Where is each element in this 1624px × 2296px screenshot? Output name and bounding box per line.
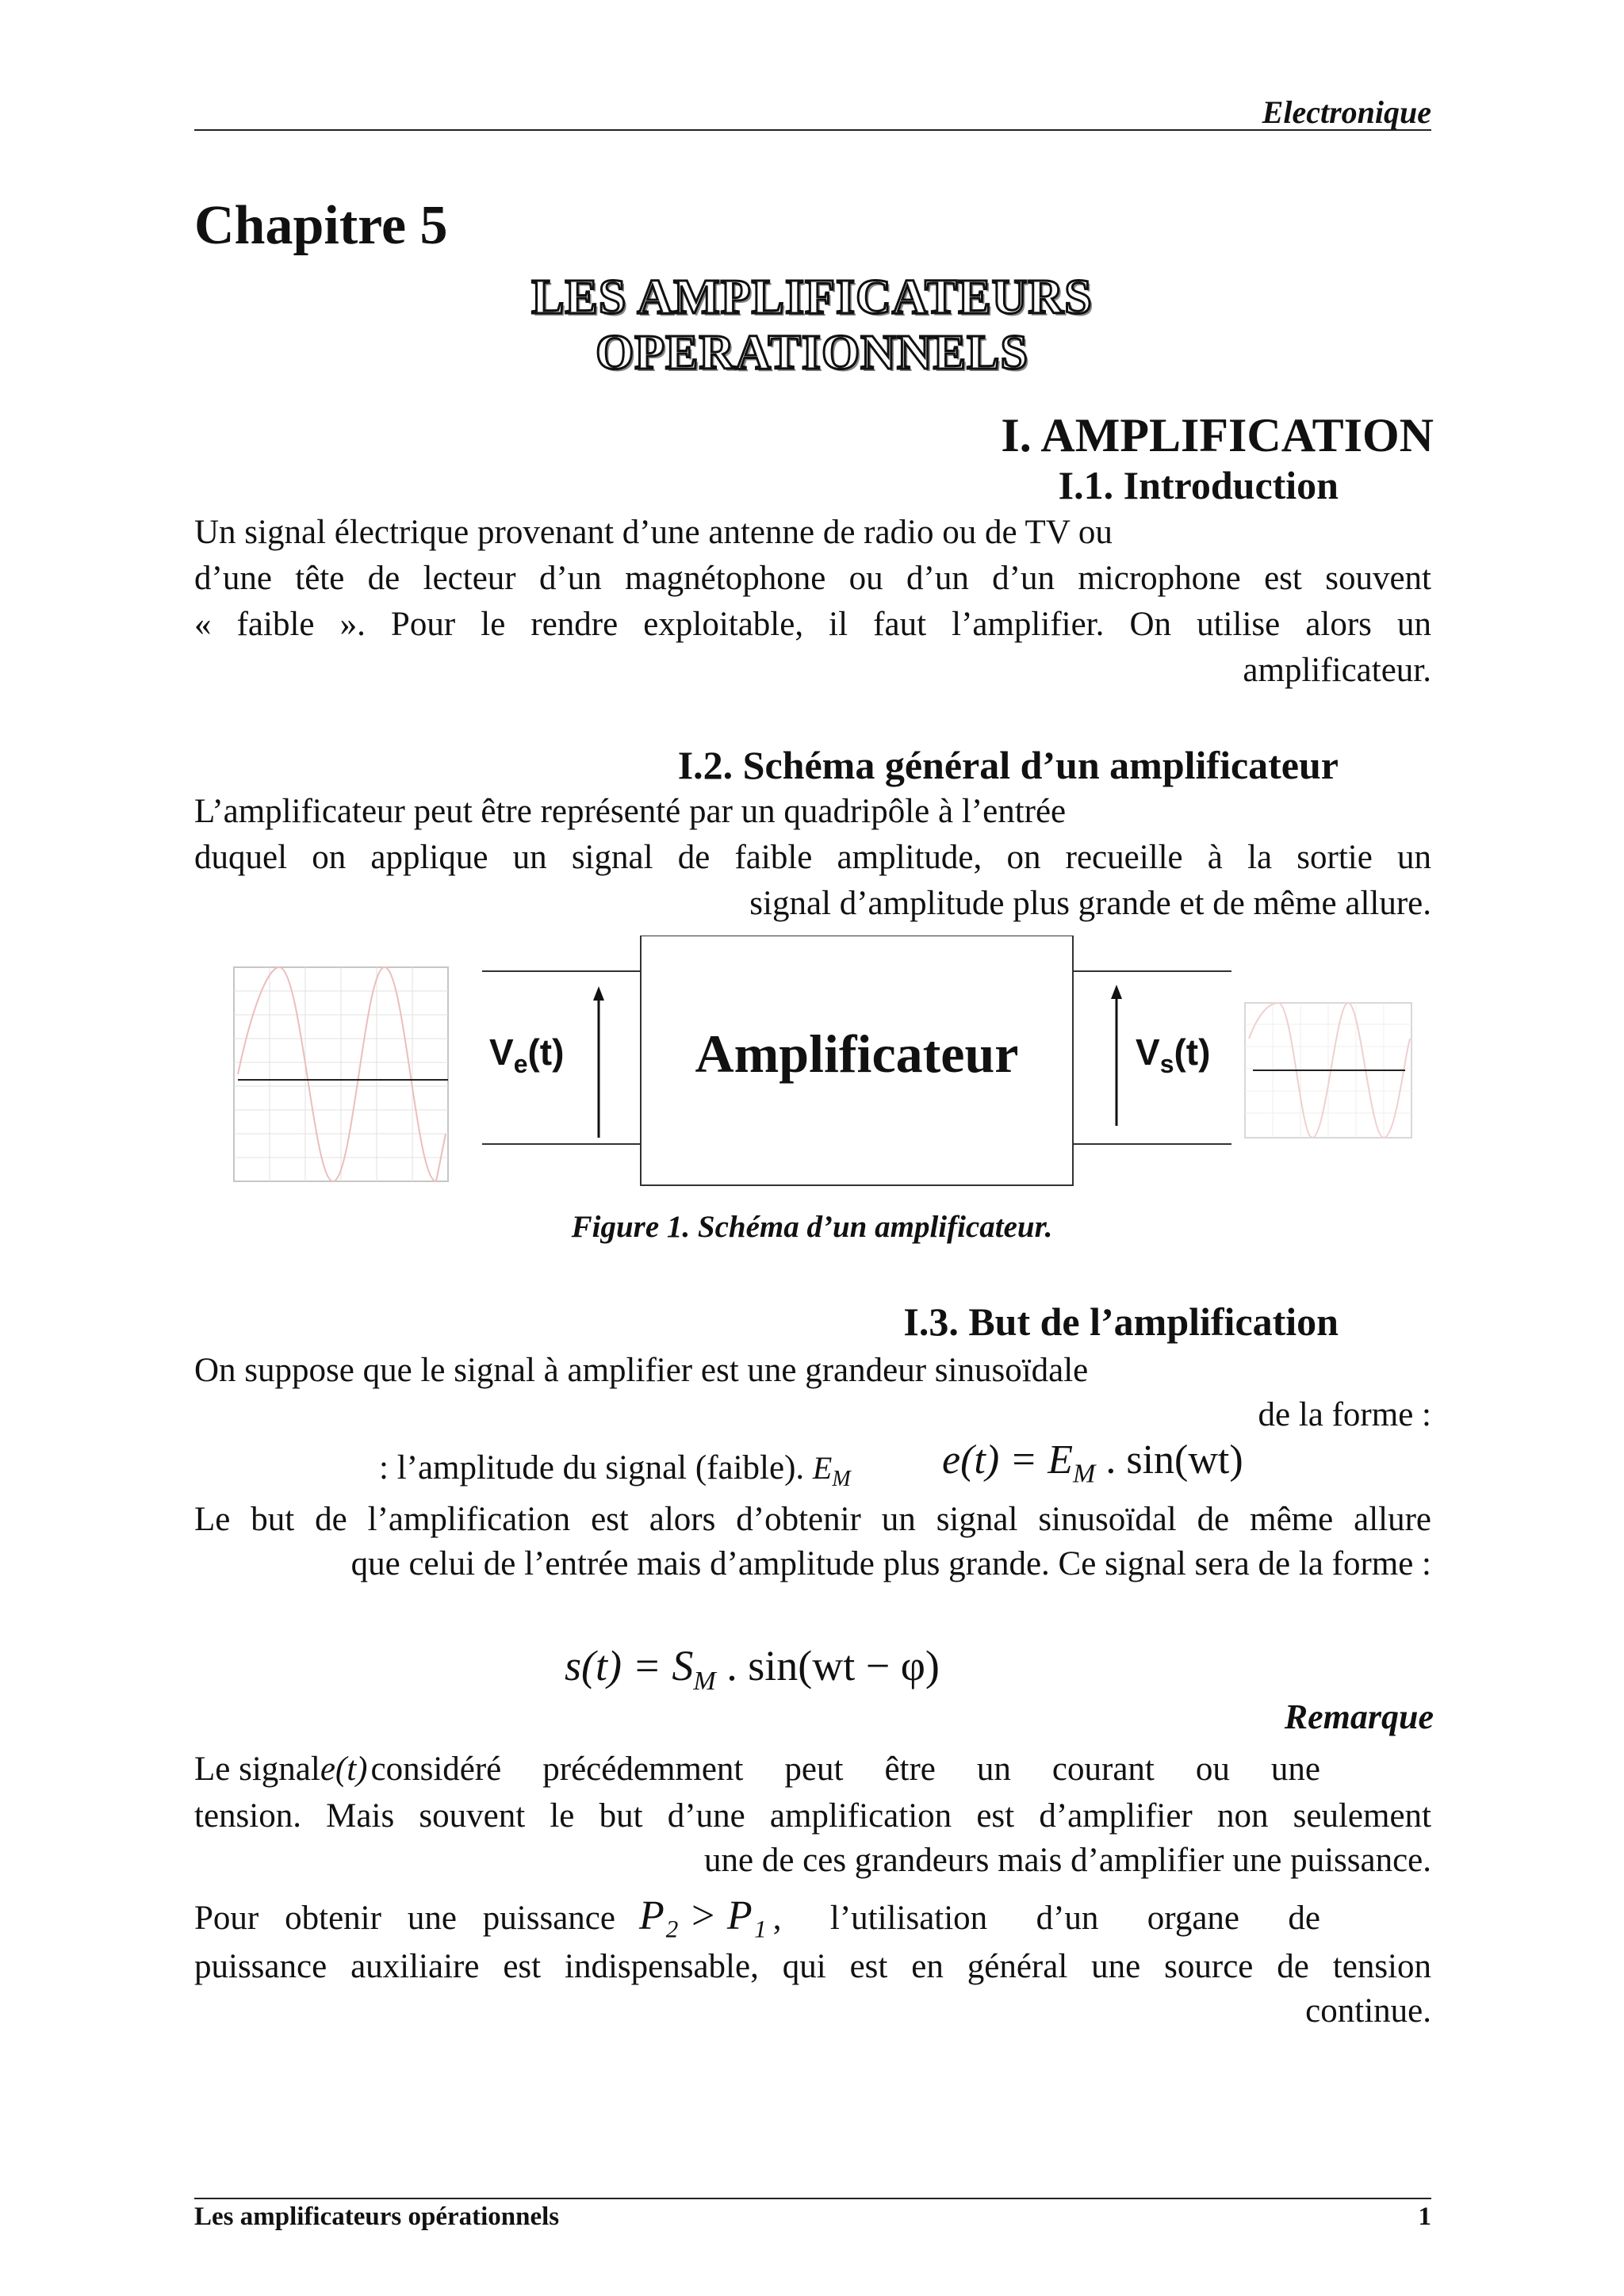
amplifier-label: Amplificateur — [695, 1024, 1019, 1084]
formula-e: $e(t) = E_M$ . sin(wt) — [942, 1437, 1243, 1489]
schema-paragraph — [194, 789, 1431, 927]
intro-line: Un signal électrique provenant d’une antenne de radio ou de TV ou — [194, 514, 1113, 551]
subsection-heading-intro: I.1. Introduction — [1058, 463, 1339, 507]
header-divider — [194, 129, 1431, 131]
remarque-line-2: tension. Mais souvent le but d’une amplification est d’amplifier non seulement — [194, 1797, 1431, 1835]
formula-s: $s(t) = S_M$ . sin(wt − φ) — [565, 1642, 940, 1696]
remarque-line-6: continue. — [1305, 1992, 1431, 2030]
schema-line: signal d’amplitude plus grande et de même allure. — [749, 885, 1431, 922]
figure-caption: Figure 1. Schéma d’un amplificateur. — [571, 1210, 1053, 1244]
remarque-line-5: puissance auxiliaire est indispensable, qui est en général une source de tension — [194, 1948, 1431, 1985]
intro-line: amplificateur. — [1243, 652, 1431, 689]
intro-line: « faible ». Pour le rendre exploitable, il faut l’amplifier. On utilise alors un — [194, 606, 1431, 643]
input-signal-plot — [234, 967, 448, 1181]
remarque-line-3: une de ces grandeurs mais d’amplifier une puissance. — [703, 1842, 1431, 1879]
subsection-heading-schema: I.2. Schéma général d’un amplificateur — [677, 743, 1339, 787]
remarque-line-1: Le signal e(t) considéré précédemment peut être un courant ou une — [194, 1751, 1320, 1788]
intro-paragraph — [194, 510, 1431, 694]
but-line-4: Le but de l’amplification est alors d’obtenir un signal sinusoïdal de même allure — [194, 1501, 1431, 1538]
but-line-2: de la forme : — [1258, 1396, 1431, 1433]
amplitude-note: : l’amplitude du signal (faible). $E_M$ — [379, 1449, 851, 1491]
remarque-heading: Remarque — [1284, 1697, 1434, 1736]
but-line-1: On suppose que le signal à amplifier est une grandeur sinusoïdale — [194, 1352, 1089, 1389]
page-number: 1 — [1418, 2202, 1431, 2231]
schema-line: duquel on applique un signal de faible amplitude, on recueille à la sortie un — [194, 839, 1431, 876]
schema-line: L’amplificateur peut être représenté par un quadripôle à l’entrée — [194, 793, 1067, 830]
running-header: Electronique — [1262, 94, 1431, 130]
main-title-line-2: OPERATIONNELS — [596, 326, 1028, 380]
intro-line: d’une tête de lecteur d’un magnétophone ou d’un d’un microphone est souvent — [194, 560, 1431, 597]
vs-label: $V_s(t)$ — [1136, 1031, 1211, 1079]
section-heading: I. AMPLIFICATION — [1001, 409, 1434, 461]
remarque-line-4: Pour obtenir une puissance P₂ > P₁ , l’utilisation d’un organe de — [194, 1893, 1320, 1938]
main-title — [0, 270, 1624, 381]
subsection-heading-but: I.3. But de l’amplification — [903, 1299, 1339, 1344]
but-line-5: que celui de l’entrée mais d’amplitude plus grande. Ce signal sera de la forme : — [350, 1545, 1431, 1582]
footer-divider — [194, 2198, 1431, 2199]
ve-label: $V_e(t)$ — [489, 1031, 565, 1079]
footer-title: Les amplificateurs opérationnels — [194, 2202, 560, 2231]
main-title-line-1: LES AMPLIFICATEURS — [531, 270, 1093, 324]
chapter-heading: Chapitre 5 — [194, 195, 448, 256]
